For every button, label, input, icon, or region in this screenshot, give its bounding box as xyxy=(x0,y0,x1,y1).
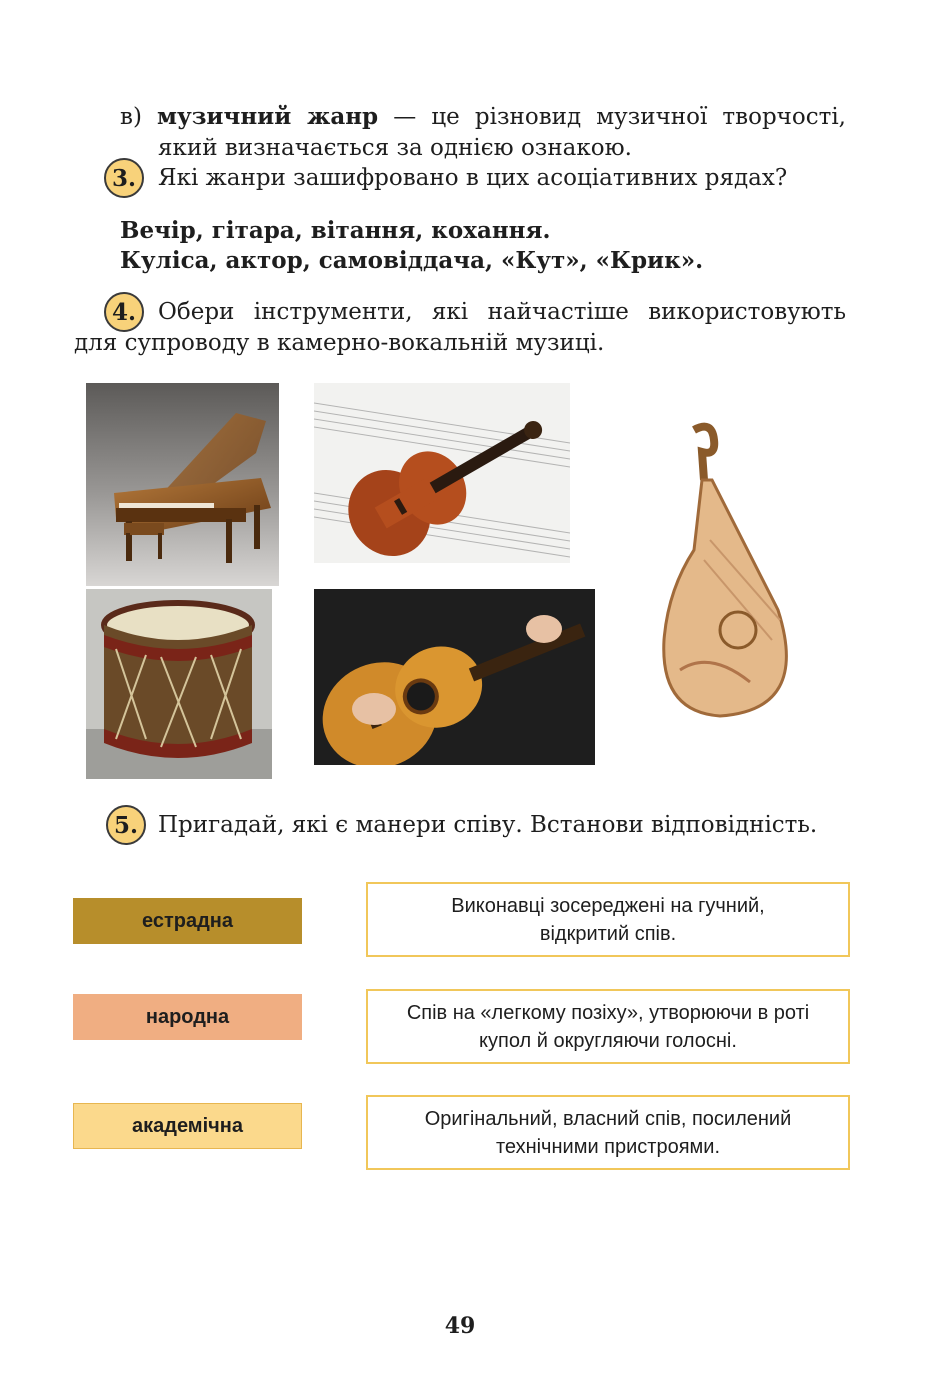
task-5-badge: 5. xyxy=(106,805,146,845)
task-4-line-1: Обери інструменти, які найчастіше використовують xyxy=(158,299,846,325)
description-3-line-2: технічними пристроями. xyxy=(495,1135,721,1158)
manner-label-estradna[interactable]: естрадна xyxy=(73,898,302,944)
description-1-line-2: відкритий спів. xyxy=(539,922,677,945)
grand-piano-image[interactable] xyxy=(86,383,279,586)
definition-text-1: — це різновид музичної творчості, xyxy=(393,104,846,130)
task-4-badge: 4. xyxy=(104,292,144,332)
snare-drum-image[interactable] xyxy=(86,589,272,779)
violin-icon xyxy=(314,383,570,563)
definition-marker: в) xyxy=(120,104,142,130)
task-5-question: Пригадай, які є манери співу. Встанови відповідність. xyxy=(158,812,818,838)
definition-line-2: який визначається за однією ознакою. xyxy=(158,135,632,161)
bandura-image[interactable] xyxy=(650,420,812,720)
description-2-line-2: купол й округляючи голосні. xyxy=(479,1029,737,1052)
task-3-row-1: Вечір, гітара, вітання, кохання. xyxy=(120,217,551,244)
task-3-row-2: Куліса, актор, самовіддача, «Кут», «Крик». xyxy=(120,247,704,274)
description-2-line-1: Спів на «легкому позіху», утворюючи в роті xyxy=(406,1001,810,1024)
task-3-question: Які жанри зашифровано в цих асоціативних рядах? xyxy=(158,165,788,191)
acoustic-guitar-icon xyxy=(314,589,595,765)
acoustic-guitar-image[interactable] xyxy=(314,589,595,765)
violin-image[interactable] xyxy=(314,383,570,563)
description-box-1[interactable] xyxy=(366,882,850,957)
bandura-icon xyxy=(650,420,812,720)
definition-line-1 xyxy=(120,102,846,132)
description-3-line-1: Оригінальний, власний спів, посилений xyxy=(424,1107,792,1130)
description-1-line-1: Виконавці зосереджені на гучний, xyxy=(451,894,765,917)
page-number: 49 xyxy=(444,1313,476,1339)
description-box-3[interactable] xyxy=(366,1095,850,1170)
snare-drum-icon xyxy=(86,589,272,779)
task-4-line-2: для супроводу в камерно-вокальній музиці. xyxy=(74,330,605,356)
grand-piano-icon xyxy=(86,383,279,586)
manner-label-narodna[interactable]: народна xyxy=(73,994,302,1040)
manner-label-akademichna[interactable]: академічна xyxy=(73,1103,302,1149)
definition-term: музичний жанр xyxy=(157,103,379,130)
task-3-badge: 3. xyxy=(104,158,144,198)
description-box-2[interactable] xyxy=(366,989,850,1064)
